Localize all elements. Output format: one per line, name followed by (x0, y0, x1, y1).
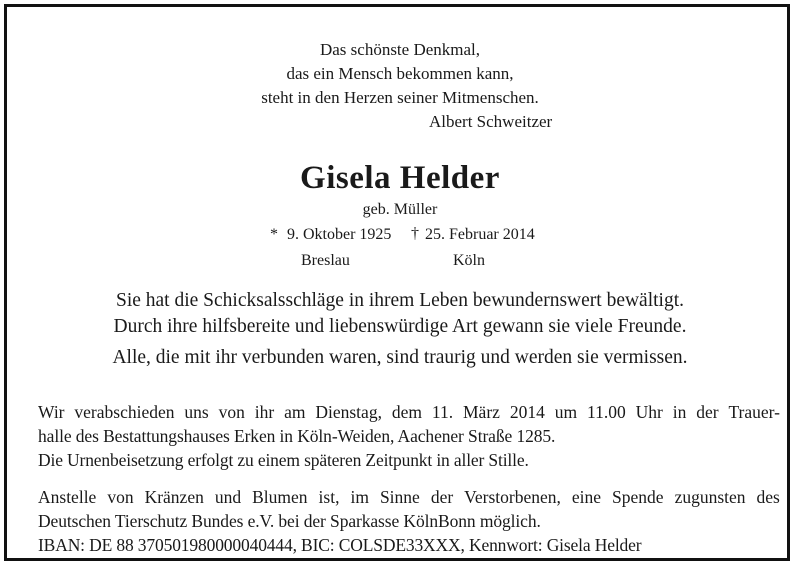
tribute-line-3: Alle, die mit ihr verbunden waren, sind traurig und werden sie vermissen. (112, 347, 688, 368)
word: Kränzen (144, 487, 204, 507)
word: Wir (38, 402, 65, 422)
word: von (107, 487, 134, 507)
deceased-name: Gisela Helder (300, 160, 500, 196)
death-symbol: † (411, 225, 419, 242)
word: der (430, 487, 454, 507)
donation-line-1 (38, 489, 780, 507)
word: am (284, 402, 306, 422)
birth-symbol: * (270, 226, 278, 243)
word: um (554, 402, 578, 422)
quote-line-1: Das schönste Denkmal, (319, 40, 481, 59)
tribute-line-1: Sie hat die Schicksalsschläge in ihrem Leben bewundernswert bewältigt. (115, 290, 685, 311)
word: ist, (318, 487, 340, 507)
word: 2014 (509, 402, 545, 422)
word: Blumen (252, 487, 308, 507)
birth-name: geb. Müller (362, 201, 438, 218)
death-date: 25. Februar 2014 (425, 226, 535, 243)
word: Sinne (379, 487, 420, 507)
birth-date: 9. Oktober 1925 (287, 226, 392, 243)
quote-line-2: das ein Mensch bekommen kann, (286, 64, 514, 83)
word: von (218, 402, 245, 422)
donation-line-3: IBAN: DE 88 370501980000040444, BIC: COLSDE33XXX, Kennwort: Gisela Helder (38, 535, 642, 555)
death-place: Köln (453, 252, 485, 269)
donation-line-2: Deutschen Tierschutz Bundes e.V. bei der Sparkasse KölnBonn möglich. (38, 511, 541, 531)
word: März (463, 402, 500, 422)
word: dem (391, 402, 422, 422)
tribute-line-2: Durch ihre hilfsbereite und liebenswürdige Art gewann sie viele Freunde. (113, 316, 687, 337)
word: des (756, 487, 780, 507)
obituary-notice (4, 4, 790, 561)
ceremony-line-3: Die Urnenbeisetzung erfolgt zu einem späteren Zeitpunkt in aller Stille. (38, 450, 529, 470)
word: zugunsten (674, 487, 746, 507)
word: ihr (254, 402, 275, 422)
quote-line-3: steht in den Herzen seiner Mitmenschen. (261, 88, 539, 107)
word: verabschieden (74, 402, 175, 422)
word: im (350, 487, 369, 507)
word: uns (184, 402, 209, 422)
word: eine (571, 487, 602, 507)
ceremony-line-1 (38, 404, 780, 422)
ceremony-line-2: halle des Bestattungshauses Erken in Köln-Weiden, Aachener Straße 1285. (38, 426, 556, 446)
word: Anstelle (38, 487, 97, 507)
word: Trauer- (728, 402, 780, 422)
word: in (672, 402, 687, 422)
word: 11. (431, 402, 454, 422)
word: Spende (612, 487, 664, 507)
word: Uhr (635, 402, 663, 422)
birth-place: Breslau (301, 252, 350, 269)
word: Dienstag, (315, 402, 382, 422)
word: und (214, 487, 242, 507)
word: der (696, 402, 719, 422)
word: 11.00 (586, 402, 626, 422)
word: Verstorbenen, (464, 487, 561, 507)
quote-author: Albert Schweitzer (429, 112, 553, 131)
